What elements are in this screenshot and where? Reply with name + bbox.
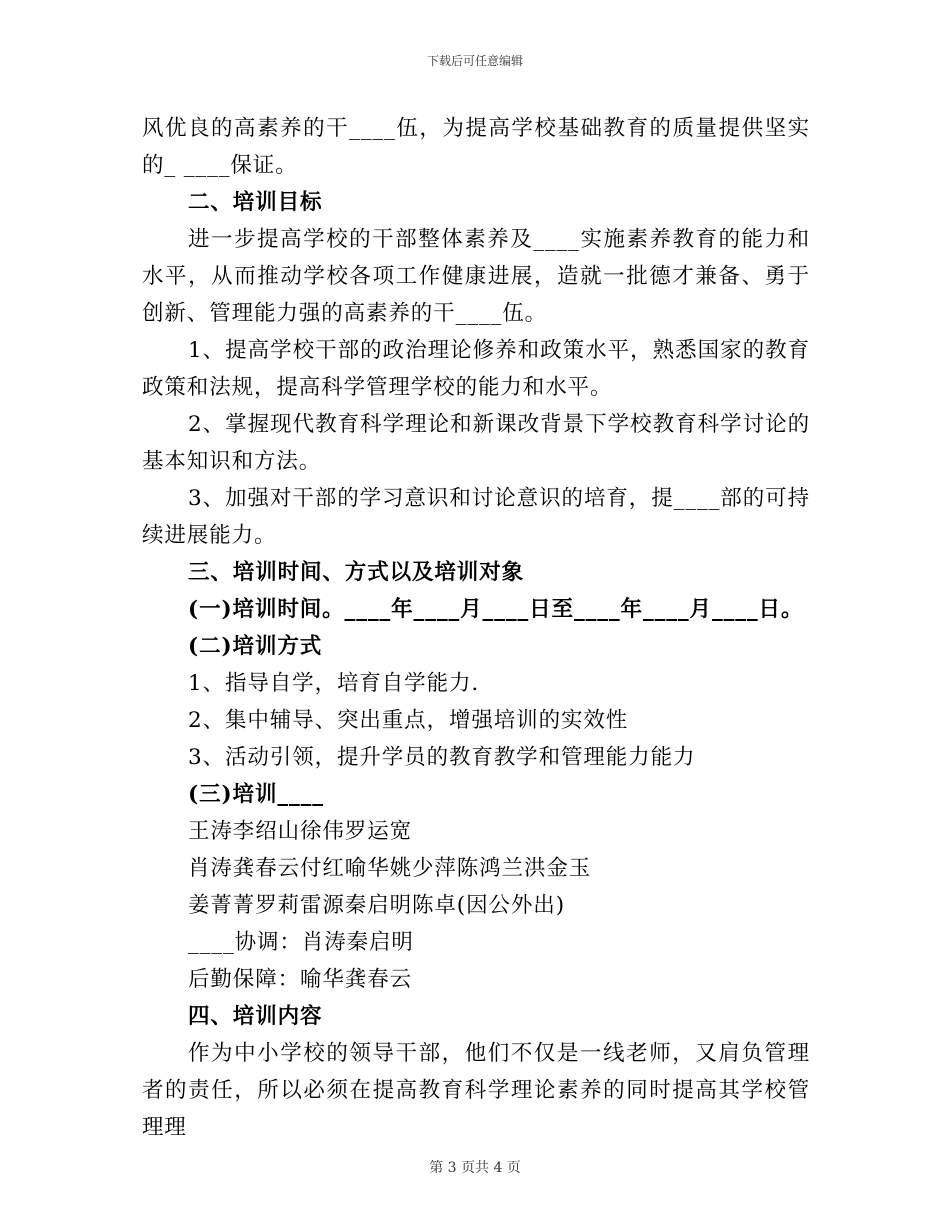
paragraph-continued: 风优良的高素养的干____伍，为提高学校基础教育的质量提供坚实的_ ____保证。 [142, 116, 810, 178]
names-line-2: 肖涛龚春云付红喻华姚少萍陈鸿兰洪金玉 [188, 856, 592, 881]
page-footer: 第 3 页共 4 页 [429, 1160, 521, 1176]
paragraph-goals-intro: 进一步提高学校的干部整体素养及____实施素养教育的能力和水平，从而推动学校各项工作健康进展，造就一批德才兼备、勇于创新、管理能力强的高素养的干____伍。 [142, 227, 810, 326]
list-item-method-2: 2、集中辅导、突出重点，增强培训的实效性 [188, 708, 629, 733]
document-body [142, 110, 810, 1146]
list-item-method-3: 3、活动引领，提升学员的教育教学和管理能力能力 [188, 745, 696, 770]
paragraph-content-intro: 作为中小学校的领导干部，他们不仅是一线老师，又肩负管理者的责任，所以必须在提高教育科学理论素养的同时提高其学校管理理 [142, 1041, 810, 1140]
list-item-method-1: 1、指导自学，培育自学能力. [188, 671, 480, 696]
heading-training-goals: 二、培训目标 [188, 190, 323, 215]
heading-training-content: 四、培训内容 [188, 1004, 323, 1029]
paragraph-goal-3: 3、加强对干部的学习意识和讨论意识的培育，提____部的可持续进展能力。 [142, 486, 810, 548]
page-header: 下载后可任意编辑 [426, 54, 523, 68]
heading-training-time-method: 三、培训时间、方式以及培训对象 [188, 560, 525, 585]
names-line-3: 姜菁菁罗莉雷源秦启明陈卓(因公外出) [188, 893, 565, 918]
names-line-1: 王涛李绍山徐伟罗运宽 [188, 819, 413, 844]
subheading-training-method: (二)培训方式 [188, 634, 323, 659]
paragraph-goal-1: 1、提高学校干部的政治理论修养和政策水平，熟悉国家的教育政策和法规，提高科学管理学校的能力和水平。 [142, 338, 810, 400]
subheading-training-time: (一)培训时间。____年____月____日至____年____月____日。 [188, 597, 804, 622]
logistics-line: 后勤保障：喻华龚春云 [188, 967, 413, 992]
coordination-line: ____协调：肖涛秦启明 [188, 930, 414, 955]
paragraph-goal-2: 2、掌握现代教育科学理论和新课改背景下学校教育科学讨论的基本知识和方法。 [142, 412, 810, 474]
subheading-training-targets: (三)培训____ [188, 782, 324, 807]
